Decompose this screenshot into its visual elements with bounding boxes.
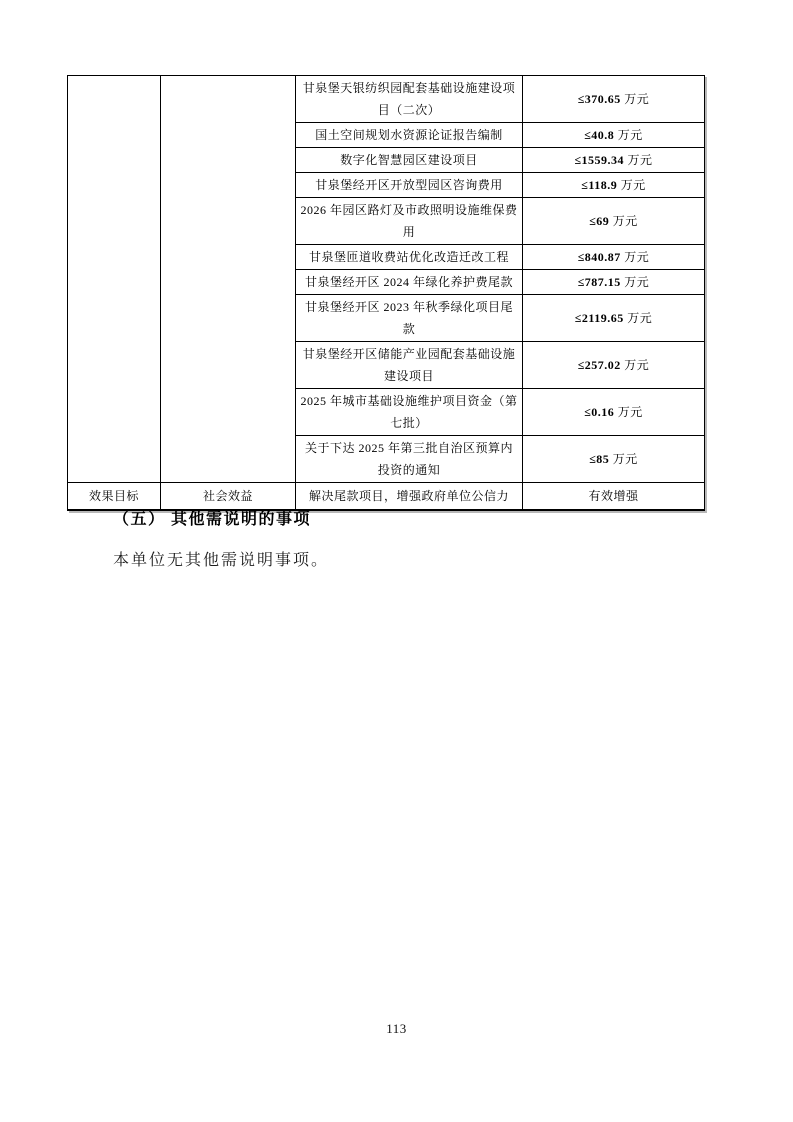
result-cell: 有效增强 xyxy=(523,483,705,510)
amount-value: ≤787.15 xyxy=(577,275,621,289)
amount-unit: 万元 xyxy=(612,452,638,466)
amount-unit: 万元 xyxy=(624,275,650,289)
merged-subcategory-cell xyxy=(161,76,296,483)
project-name-cell: 甘泉堡天银纺织园配套基础设施建设项目（二次） xyxy=(296,76,523,123)
amount-unit: 万元 xyxy=(612,214,638,228)
project-name-cell: 关于下达 2025 年第三批自治区预算内投资的通知 xyxy=(296,436,523,483)
amount-cell xyxy=(523,295,705,342)
amount-cell xyxy=(523,245,705,270)
description-cell: 解决尾款项目，增强政府单位公信力 xyxy=(296,483,523,510)
project-name-cell: 2026 年园区路灯及市政照明设施维保费用 xyxy=(296,198,523,245)
category-cell: 效果目标 xyxy=(68,483,161,510)
performance-target-table xyxy=(67,75,705,511)
page-number: 113 xyxy=(386,1021,407,1036)
amount-value: ≤0.16 xyxy=(584,405,615,419)
amount-value: ≤840.87 xyxy=(577,250,621,264)
amount-cell xyxy=(523,270,705,295)
amount-cell xyxy=(523,173,705,198)
merged-category-cell xyxy=(68,76,161,483)
subcategory-cell: 社会效益 xyxy=(161,483,296,510)
amount-unit: 万元 xyxy=(627,311,653,325)
amount-value: ≤40.8 xyxy=(584,128,615,142)
project-name-cell: 甘泉堡匝道收费站优化改造迁改工程 xyxy=(296,245,523,270)
project-name-cell: 数字化智慧园区建设项目 xyxy=(296,148,523,173)
amount-unit: 万元 xyxy=(624,358,650,372)
amount-cell xyxy=(523,148,705,173)
project-name-cell: 国土空间规划水资源论证报告编制 xyxy=(296,123,523,148)
amount-cell xyxy=(523,342,705,389)
footer-row xyxy=(68,483,705,510)
project-name-cell: 甘泉堡经开区 2024 年绿化养护费尾款 xyxy=(296,270,523,295)
project-name-cell: 甘泉堡经开区开放型园区咨询费用 xyxy=(296,173,523,198)
amount-cell xyxy=(523,76,705,123)
amount-value: ≤118.9 xyxy=(581,178,618,192)
table-row xyxy=(68,76,705,123)
amount-value: ≤370.65 xyxy=(577,92,621,106)
amount-cell xyxy=(523,123,705,148)
amount-value: ≤2119.65 xyxy=(574,311,624,325)
section-body-text: 本单位无其他需说明事项。 xyxy=(113,552,330,569)
amount-cell xyxy=(523,198,705,245)
project-name-cell: 2025 年城市基础设施维护项目资金（第七批） xyxy=(296,389,523,436)
amount-unit: 万元 xyxy=(617,405,643,419)
amount-value: ≤69 xyxy=(589,214,610,228)
project-name-cell: 甘泉堡经开区储能产业园配套基础设施建设项目 xyxy=(296,342,523,389)
projects-body xyxy=(68,76,705,510)
amount-cell xyxy=(523,436,705,483)
amount-unit: 万元 xyxy=(617,128,643,142)
amount-value: ≤257.02 xyxy=(577,358,621,372)
project-name-cell: 甘泉堡经开区 2023 年秋季绿化项目尾款 xyxy=(296,295,523,342)
section-heading: （五） 其他需说明的事项 xyxy=(113,511,312,528)
amount-unit: 万元 xyxy=(624,92,650,106)
amount-unit: 万元 xyxy=(627,153,653,167)
amount-value: ≤85 xyxy=(589,452,610,466)
amount-value: ≤1559.34 xyxy=(574,153,625,167)
amount-unit: 万元 xyxy=(624,250,650,264)
amount-cell xyxy=(523,389,705,436)
amount-unit: 万元 xyxy=(620,178,646,192)
